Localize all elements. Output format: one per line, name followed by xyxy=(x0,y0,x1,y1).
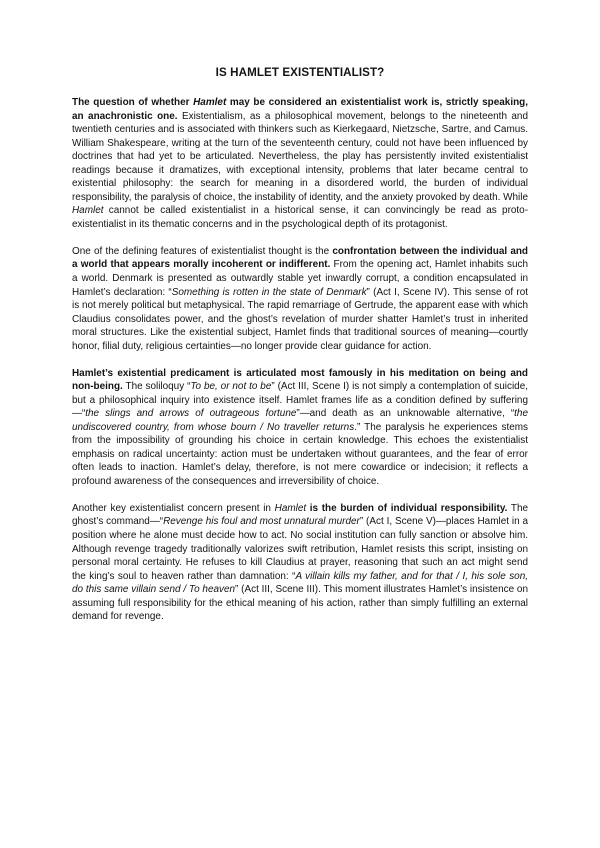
document-title: IS HAMLET EXISTENTIALIST? xyxy=(215,66,385,79)
text-run: cannot be called existentialist in a historical sense, it can convincingly be read as proto-existentialist in its thematic concerns and in the psychological depth of its protagonist. xyxy=(72,205,528,230)
text-run: The ghost’s command—“ xyxy=(72,502,529,528)
text-run: .” The paralysis he experiences stems from the impossibility of grounding his choice in certain knowledge. This echoes the existentialist emphasis on radical uncertainty: action must be undertaken without guarantees, and the fear of error often leads to inaction. Hamlet’s delay, therefore, is not mere cowardice or indecision; it reflects a profound awareness of the consequences and irreversibility of choice. xyxy=(72,421,528,487)
text-run: One of the defining features of existentialist thought is the xyxy=(72,245,333,257)
text-run: ” (Act I, Scene V)—places Hamlet in a position where he alone must decide how to act. No social institution can fully sanction or absolve him. Although revenge tragedy traditionally valorizes swift retribution, Hamlet resists this script, insisting on personal moral certainty. He refuses to kill Claudius at prayer, reasoning that such an act might send the king’s soul to heaven rather than damnation: “ xyxy=(72,516,528,582)
text-run: ” (Act III, Scene I) is not simply a contemplation of suicide, but a philosophical inquiry into existence itself. Hamlet frames life as a condition defined by suffering—“ xyxy=(72,381,528,420)
text-run: Something is rotten in the state of Denmark xyxy=(171,286,367,298)
text-run: The soliloquy “ xyxy=(122,381,191,393)
document-body xyxy=(72,96,528,624)
text-run: Existentialism, as a philosophical movement, belongs to the nineteenth and twentieth centuries and is associated with thinkers such as Kierkegaard, Nietzsche, Sartre, and Camus. William Shakespeare, writing at the turn of the seventeenth century, could not have been influenced by doctrines that had yet to be articulated. Nevertheless, the play has persistently invited existentialist readings because it dramatizes, with exceptional intensity, problems that later became central to existential philosophy: the search for meaning in a disordered world, the burden of individual responsibility, the paralysis of choice, the instability of identity, and the anxiety provoked by death. While xyxy=(72,110,528,203)
text-run: ” (Act I, Scene IV). This sense of rot is not merely political but metaphysical. The rapid remarriage of Gertrude, the apparent ease with which Claudius consolidates power, and the ghost’s revelation of murder shatter Hamlet’s trust in inherited moral structures. Like the existential subject, Hamlet finds that traditional sources of meaning—courtly honor, filial duty, religious certainties—no longer provide clear guidance for action. xyxy=(72,286,528,352)
text-run: ”—and death as an unknowable alternative, “ xyxy=(296,408,515,420)
text-run: the undiscovered country, from whose bourn / No traveller returns xyxy=(72,408,528,433)
text-run: Revenge his foul and most unnatural murder xyxy=(163,516,360,528)
text-run: The question of whether xyxy=(72,97,194,108)
text-run: Hamlet’s existential predicament is articulated most famously in his meditation on being and non-being. xyxy=(72,367,528,393)
text-run: confrontation between the individual and a world that appears morally incoherent or indifferent. xyxy=(72,245,528,271)
paragraph xyxy=(72,502,528,624)
paragraph xyxy=(72,367,528,489)
text-run: may be considered an existentialist work is, strictly speaking, an anachronistic one. xyxy=(72,97,528,122)
paragraph xyxy=(72,245,528,353)
text-run: is the burden of individual responsibility. xyxy=(306,502,508,514)
paragraph xyxy=(72,96,528,231)
text-run: Hamlet xyxy=(193,97,227,108)
text-run: Hamlet xyxy=(274,502,307,514)
text-run: To be, or not to be xyxy=(190,381,272,393)
text-run: ” (Act III, Scene III). This moment illustrates Hamlet’s insistence on assuming full responsibility for the ethical meaning of his action, rather than simply fulfilling an external demand for revenge. xyxy=(72,584,528,623)
text-run: Hamlet xyxy=(72,205,104,217)
text-run: From the opening act, Hamlet inhabits such a world. Denmark is presented as outwardly stable yet inwardly corrupt, a condition encapsulated in Hamlet’s declaration: “ xyxy=(72,259,528,298)
text-run: the slings and arrows of outrageous fortune xyxy=(85,408,297,420)
text-run: A villain kills my father, and for that / I, his sole son, do this same villain send / To heaven xyxy=(72,570,528,596)
text-run: Another key existentialist concern present in xyxy=(72,502,275,514)
